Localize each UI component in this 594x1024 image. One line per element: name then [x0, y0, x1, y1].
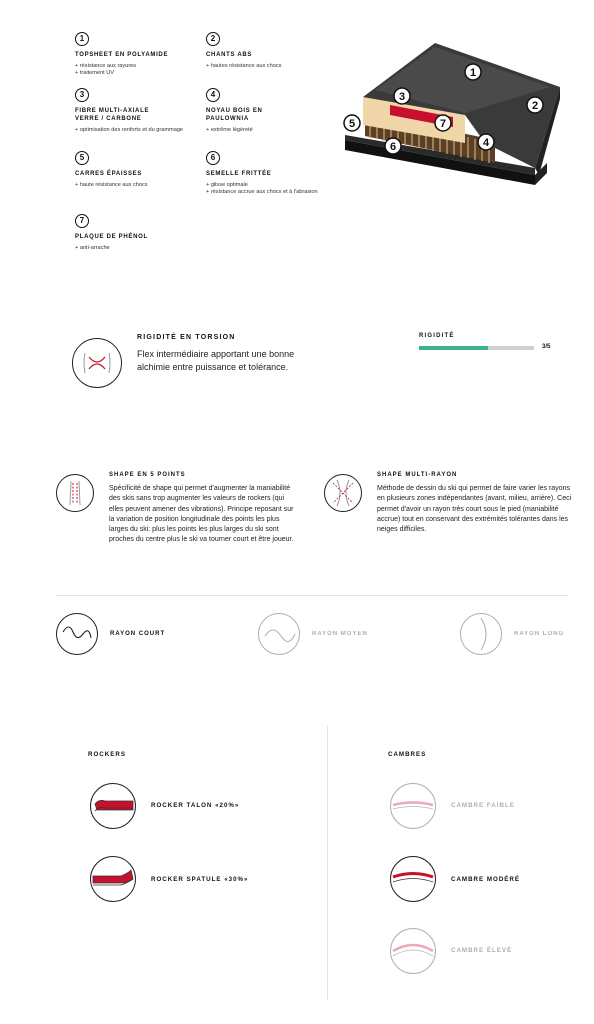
- feature-title: CARRES ÉPAISSES: [75, 171, 143, 177]
- feature-desc: + hautes résistance aux chocs: [206, 63, 282, 69]
- radius-medium-icon: [258, 613, 300, 655]
- radius-medium-label: RAYON MOYEN: [312, 631, 368, 637]
- divider: [56, 595, 568, 596]
- svg-text:1: 1: [469, 67, 477, 79]
- feature-desc: + résistance aux rayures: [75, 63, 137, 69]
- feature-chants: [206, 28, 324, 70]
- svg-text:5: 5: [348, 118, 356, 130]
- feature-desc: + anti-arrache: [75, 245, 110, 251]
- ski-construction-illustration: [335, 35, 560, 195]
- shape-multi-radius-icon: [324, 474, 362, 512]
- feature-title: SEMELLE FRITTÉE: [206, 171, 272, 177]
- rocker-tip-label: ROCKER SPATULE «30%»: [151, 876, 249, 883]
- feature-desc: + résistance accrue aux chocs et à l'abrasion: [206, 189, 318, 195]
- camber-high-label: CAMBRE ÉLEVÉ: [451, 947, 513, 954]
- svg-text:2: 2: [531, 100, 539, 112]
- number-badge: 2: [206, 32, 220, 46]
- torsion-icon: [72, 338, 122, 388]
- camber-low-label: CAMBRE FAIBLE: [451, 802, 515, 809]
- rocker-heel-label: ROCKER TALON «20%»: [151, 802, 240, 809]
- column-divider: [327, 725, 328, 1000]
- feature-fibre: [75, 84, 193, 134]
- number-badge: 3: [75, 88, 89, 102]
- torsion-title: RIGIDITÉ EN TORSION: [137, 334, 236, 341]
- number-badge: 1: [75, 32, 89, 46]
- feature-carres: [75, 147, 193, 189]
- svg-text:3: 3: [398, 91, 406, 103]
- svg-text:7: 7: [439, 118, 447, 130]
- shape-multi-radius-description: Méthode de dessin du ski qui permet de faire varier les rayons en plusieurs zones indépendantes (avant, milieu, arrière). Ceci permet d'avoir un rayon très court sous le pied (maniabilité accrue) tout en conservant des extrémités tolérantes dans les neiges difficiles.: [377, 485, 572, 534]
- camber-high-icon: [390, 928, 436, 974]
- shape-5-points-description: Spécificité de shape qui permet d'augmenter la maniabilité des skis sans trop augmenter les valeurs de rockers (qui elles peuvent amener des vibrations). Principe reposant sur la variation de position longitudinale des points les plus larges du ski: plus les points les plus larges du ski sont proches du centre plus le ski va tourner court et être joueur.: [109, 485, 294, 544]
- rocker-tip-icon: [90, 856, 136, 902]
- svg-text:6: 6: [389, 141, 397, 153]
- radius-long-label: RAYON LONG: [514, 631, 565, 637]
- rigidity-bar: [419, 346, 534, 350]
- feature-semelle: [206, 147, 324, 196]
- number-badge: 7: [75, 214, 89, 228]
- feature-desc: + glisse optimale: [206, 182, 248, 188]
- feature-desc: + extrême légèreté: [206, 127, 253, 133]
- number-badge: 5: [75, 151, 89, 165]
- svg-text:4: 4: [482, 137, 490, 149]
- feature-desc: + traitement UV: [75, 70, 115, 76]
- camber-moderate-label: CAMBRE MODÉRÉ: [451, 876, 521, 883]
- shape-5-points-icon: [56, 474, 94, 512]
- rigidity-value: 3/5: [542, 344, 551, 350]
- rigidity-bar-fill: [419, 346, 488, 350]
- camber-moderate-icon: [390, 856, 436, 902]
- torsion-description: Flex intermédiaire apportant une bonne alchimie entre puissance et tolérance.: [137, 349, 295, 372]
- feature-title: PLAQUE DE PHÉNOL: [75, 234, 148, 240]
- rigidity-label: RIGIDITÉ: [419, 333, 455, 339]
- feature-phenol: [75, 210, 193, 252]
- radius-short-label: RAYON COURT: [110, 631, 166, 637]
- shape-5-points: [109, 472, 299, 546]
- shape-multi-radius: [377, 472, 572, 535]
- feature-title: TOPSHEET EN POLYAMIDE: [75, 52, 169, 58]
- feature-title: NOYAU BOIS EN PAULOWNIA: [206, 108, 263, 122]
- feature-noyau: [206, 84, 324, 134]
- camber-low-icon: [390, 783, 436, 829]
- radius-short-icon: [56, 613, 98, 655]
- feature-title: FIBRE MULTI-AXIALE VERRE / CARBONE: [75, 108, 150, 122]
- shape-multi-radius-title: SHAPE MULTI-RAYON: [377, 472, 458, 478]
- radius-long-icon: [460, 613, 502, 655]
- number-badge: 6: [206, 151, 220, 165]
- feature-topsheet: [75, 28, 193, 77]
- rocker-heel-icon: [90, 783, 136, 829]
- feature-title: CHANTS ABS: [206, 52, 253, 58]
- feature-desc: + haute résistance aux chocs: [75, 182, 148, 188]
- number-badge: 4: [206, 88, 220, 102]
- cambres-title: CAMBRES: [388, 751, 427, 758]
- shape-5-points-title: SHAPE EN 5 POINTS: [109, 472, 186, 478]
- rockers-title: ROCKERS: [88, 751, 126, 758]
- feature-desc: + optimisation des renforts et du grammage: [75, 127, 184, 133]
